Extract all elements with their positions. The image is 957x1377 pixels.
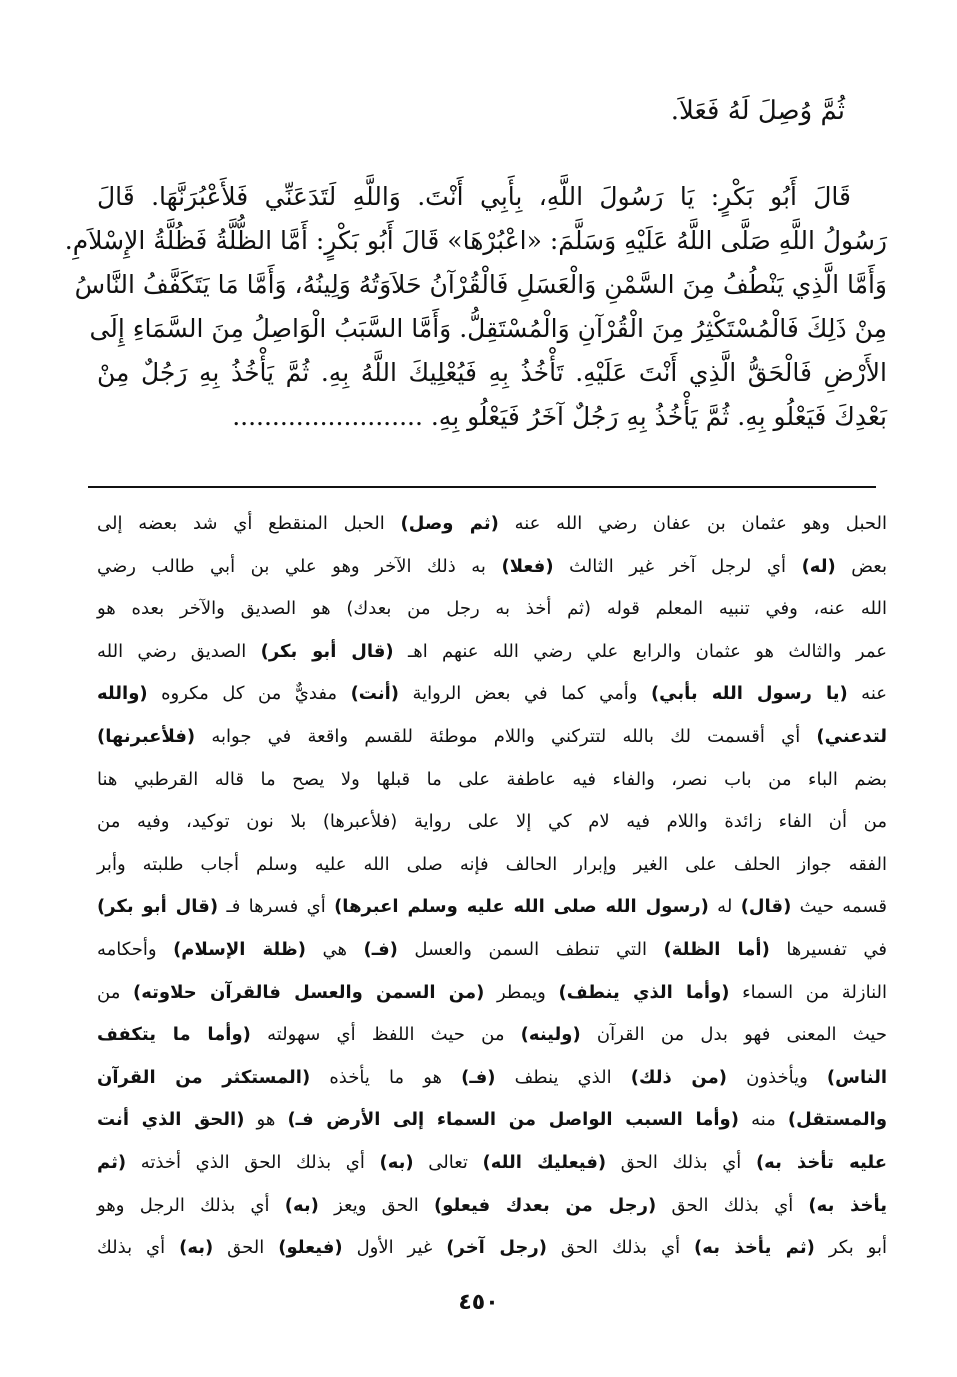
commentary-segment: أي أقسمت لك بالله لتتركني واللام موطئة للقسم واقعة في جوابه bbox=[195, 725, 817, 747]
quoted-phrase: (به) bbox=[179, 1237, 214, 1259]
quoted-phrase: والمستقل) bbox=[787, 1109, 888, 1131]
commentary-segment: حيث المعنى فهو بدل من القرآن bbox=[580, 1024, 887, 1046]
commentary-line bbox=[97, 503, 887, 546]
commentary-text bbox=[97, 503, 887, 1270]
commentary-line bbox=[97, 972, 887, 1015]
commentary-segment: أي بذلك الحق الذي أخذته bbox=[126, 1151, 380, 1173]
commentary-line bbox=[97, 759, 887, 802]
quoted-phrase: (به) bbox=[379, 1151, 414, 1173]
quoted-phrase: (ثم وصل) bbox=[400, 513, 499, 534]
hadith-line: قَالَ أَبُو بَكْرٍ: يَا رَسُولَ اللَّهِ، بِأَبِي أَنْتَ. وَاللَّهِ لَتَدَعَنِّي فَلأَعْبُرَنَّهَا. قَالَ bbox=[97, 182, 851, 211]
footnote-separator bbox=[88, 486, 876, 488]
commentary-segment: هي bbox=[305, 938, 364, 960]
commentary-segment: الحق bbox=[213, 1237, 279, 1259]
commentary-segment: الصديق رضي الله bbox=[97, 640, 261, 662]
commentary-segment: أي بذلك الرجل وهو bbox=[97, 1194, 285, 1216]
quoted-phrase: (رسول الله صلى الله عليه وسلم اعبرها) bbox=[334, 896, 709, 918]
commentary-line bbox=[97, 844, 887, 887]
commentary-line bbox=[97, 716, 887, 759]
quoted-phrase: (قال أبو بكر) bbox=[97, 896, 219, 918]
quoted-phrase: (فيعلو) bbox=[278, 1237, 343, 1259]
quoted-phrase: (فعلا) bbox=[501, 555, 554, 577]
quoted-phrase: (ثم يأخذ به) bbox=[694, 1237, 815, 1259]
quoted-phrase: (له) bbox=[801, 555, 836, 577]
hadith-line: بَعْدِكَ فَيَعْلُو بِهِ. ثُمَّ يَأْخُذُ بِهِ رَجُلٌ آخَرُ فَيَعْلُو بِهِ. ........................ bbox=[232, 402, 887, 431]
commentary-segment: الله عنه، وفي تنبيه المعلم قوله (ثم أخذ به رجل من بعدك) هو الصديق والآخر بعده هو bbox=[97, 598, 887, 620]
quoted-phrase: (ثم bbox=[97, 1151, 127, 1173]
commentary-segment: أي بذلك الحق bbox=[606, 1151, 756, 1173]
hadith-line: رَسُولُ اللَّهِ صَلَّى اللَّهُ عَلَيْهِ وَسَلَّمَ: «اعْبُرْهَا» قَالَ أَبُو بَكْرٍ: أَمَّا الظُّلَّةُ فَظُلَّةُ الإِسْلاَمِ. bbox=[64, 226, 887, 255]
commentary-segment: له bbox=[708, 896, 741, 918]
commentary-segment: هو bbox=[244, 1109, 288, 1131]
quoted-phrase: (من ذلك) bbox=[630, 1066, 727, 1088]
commentary-line bbox=[97, 631, 887, 674]
page-number: ٤٥٠ bbox=[458, 1290, 499, 1315]
quoted-phrase: (وأما الذي ينطف) bbox=[558, 981, 730, 1003]
commentary-line bbox=[97, 1227, 887, 1270]
commentary-segment: عنه bbox=[847, 683, 888, 705]
quoted-phrase: (قال أبو بكر) bbox=[260, 640, 394, 662]
commentary-line bbox=[97, 1142, 887, 1185]
commentary-segment: تعالى bbox=[413, 1151, 483, 1173]
commentary-line bbox=[97, 1185, 887, 1228]
commentary-line bbox=[97, 1099, 887, 1142]
commentary-line bbox=[97, 1057, 887, 1100]
commentary-segment: من أن الفاء زائدة واللام فيه لام كي إلا على رواية (فلأعبرها) بلا نون توكيد، وفيه من bbox=[97, 811, 887, 833]
commentary-segment: أي بذلك الحق bbox=[546, 1237, 695, 1259]
commentary-line bbox=[97, 588, 887, 631]
quoted-phrase: (الحق الذي أنت bbox=[97, 1109, 245, 1131]
commentary-segment: النازلة من السماء bbox=[729, 981, 887, 1003]
hadith-line: وَأَمَّا الَّذِي يَنْطُفُ مِنَ السَّمْنِ وَالْعَسَلِ فَالْقُرْآنُ حَلاَوَتُهُ وَلِينُهُ، وَأَمَّا مَا يَتَكَفَّفُ النَّاسُ bbox=[74, 270, 887, 299]
quoted-phrase: (ظلة الإسلام) bbox=[173, 938, 306, 960]
hadith-line: مِنْ ذَلِكَ فَالْمُسْتَكْثِرُ مِنَ الْقُرْآنِ وَالْمُسْتَقِلُّ. وَأَمَّا السَّبَبُ الْوَاصِلُ مِنَ السَّمَاءِ إِلَى bbox=[89, 314, 887, 343]
commentary-segment: أي بذلك bbox=[97, 1237, 180, 1259]
quoted-phrase: عليه تأخذ به) bbox=[755, 1151, 887, 1173]
hadith-continuation-line: ثُمَّ وُصِلَ لَهُ فَعَلاَ. bbox=[670, 96, 845, 126]
quoted-phrase: (أما الظلة) bbox=[663, 938, 770, 960]
commentary-segment: من bbox=[97, 981, 134, 1003]
quoted-phrase: (والله bbox=[97, 683, 148, 705]
quoted-phrase: (أنت) bbox=[350, 683, 400, 705]
commentary-segment: في تفسيرها bbox=[769, 938, 887, 960]
commentary-line bbox=[97, 929, 887, 972]
commentary-segment: الذي ينطف bbox=[495, 1066, 631, 1088]
quoted-phrase: (رجل من بعدك فيعلو) bbox=[433, 1194, 657, 1216]
commentary-segment: من حيث اللفظ أي سهولته bbox=[250, 1024, 521, 1046]
quoted-phrase: لتدعني) bbox=[816, 725, 887, 747]
commentary-segment: هو ما يأخذه bbox=[310, 1066, 462, 1088]
commentary-segment: منه bbox=[738, 1109, 788, 1131]
quoted-phrase: (به) bbox=[284, 1194, 319, 1216]
quoted-phrase: يأخذ به) bbox=[808, 1194, 887, 1216]
commentary-segment: عمر والثالث هو عثمان والرابع علي رضي الله عنهم اهـ bbox=[393, 640, 887, 662]
commentary-segment: ويأخذون bbox=[726, 1066, 827, 1088]
quoted-phrase: (رجل آخر) bbox=[446, 1237, 547, 1259]
hadith-text bbox=[64, 175, 887, 439]
commentary-segment: مفديٌّ من كل مكروه bbox=[147, 683, 351, 705]
commentary-segment: بضم الباء من باب نصر، والفاء فيه عاطفة على ما قبلها ولا يصح ما قاله القرطبي هنا bbox=[97, 768, 887, 790]
commentary-segment: الحبل وهو عثمان بن عفان رضي الله عنه bbox=[498, 513, 887, 534]
quoted-phrase: (فلأعبرنها) bbox=[97, 725, 196, 747]
commentary-segment: بعض bbox=[835, 555, 888, 577]
quoted-phrase: الناس) bbox=[826, 1066, 888, 1088]
commentary-segment: أي بذلك الحق bbox=[656, 1194, 809, 1216]
commentary-segment: أي لرجل آخر غير الثالث bbox=[553, 555, 802, 577]
quoted-phrase: (قال) bbox=[740, 896, 792, 918]
commentary-line bbox=[97, 546, 887, 589]
commentary-segment: الحق ويعز bbox=[318, 1194, 434, 1216]
commentary-segment: غير الأول bbox=[342, 1237, 447, 1259]
hadith-line: الأَرْضِ فَالْحَقُّ الَّذِي أَنْتَ عَلَيْهِ. تَأْخُذُ بِهِ فَيُعْلِيكَ اللَّهُ بِهِ. ثُمَّ يَأْخُذُ بِهِ رَجُلٌ مِنْ bbox=[97, 358, 887, 387]
commentary-line bbox=[97, 1014, 887, 1057]
quoted-phrase: (فـ) bbox=[363, 938, 398, 960]
quoted-phrase: (من السمن والعسل فالقرآن حلاوته) bbox=[133, 981, 485, 1003]
commentary-segment: التي تنطف السمن والعسل bbox=[397, 938, 664, 960]
quoted-phrase: (فـ) bbox=[461, 1066, 496, 1088]
commentary-line bbox=[97, 801, 887, 844]
commentary-segment: قسمه حيث bbox=[791, 896, 887, 918]
commentary-segment: وأحكامه bbox=[97, 938, 174, 960]
quoted-phrase: (فيعليك الله) bbox=[482, 1151, 607, 1173]
commentary-line bbox=[97, 673, 887, 716]
commentary-line bbox=[97, 886, 887, 929]
quoted-phrase: (وأما ما يتكفف bbox=[97, 1024, 251, 1046]
commentary-segment: ويمطر bbox=[484, 981, 559, 1003]
commentary-segment: وأمي كما في بعض الرواية bbox=[399, 683, 651, 705]
commentary-segment: أي فسرها فـ bbox=[218, 896, 335, 918]
commentary-segment: الفقه جواز الحلف على الغير وإبرار الحالف فإنه صلى الله عليه وسلم أجاب طلبته وأبر bbox=[97, 853, 887, 875]
quoted-phrase: (ولينه) bbox=[520, 1024, 581, 1046]
quoted-phrase: (يا رسول الله بأبي) bbox=[650, 683, 848, 705]
commentary-segment: به ذلك الآخر وهو علي بن أبي طالب رضي bbox=[97, 555, 502, 577]
commentary-segment: أبو بكر bbox=[814, 1237, 887, 1259]
commentary-segment: الحبل المنقطع أي شد بعضه إلى bbox=[97, 513, 401, 534]
quoted-phrase: (المستكثر من القرآن bbox=[97, 1066, 311, 1088]
quoted-phrase: (وأما السبب الواصل من السماء إلى الأرض فـ) bbox=[287, 1109, 739, 1131]
